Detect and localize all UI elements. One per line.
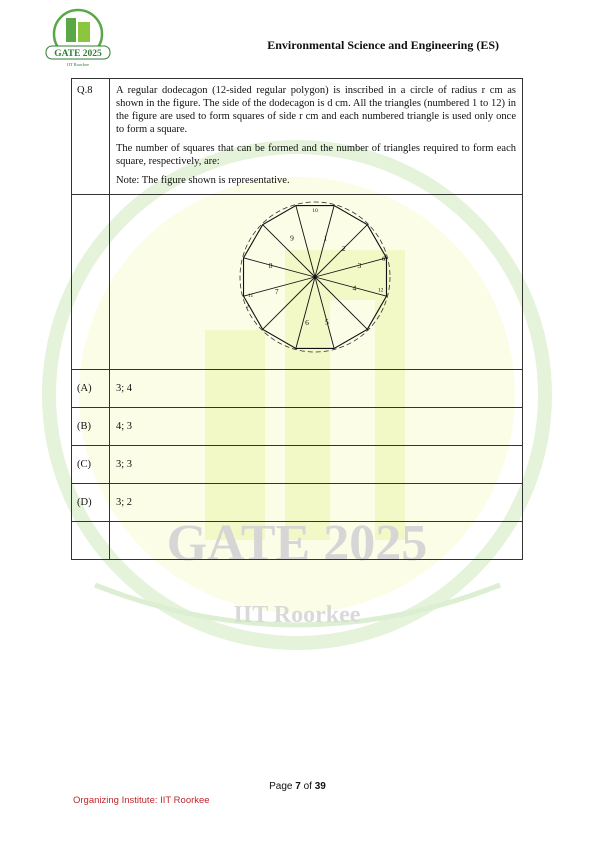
question-row xyxy=(72,79,523,195)
triangle-label-1: 1 xyxy=(323,233,328,243)
dodecagon-figure xyxy=(110,195,522,365)
option-d-label: (D) xyxy=(72,484,110,522)
figure-cell xyxy=(110,195,523,370)
option-c-label: (C) xyxy=(72,446,110,484)
triangle-label-6: 6 xyxy=(305,318,309,328)
figure-label-cell xyxy=(72,195,110,370)
page-prefix: Page xyxy=(269,781,296,792)
radius-line-5 xyxy=(315,277,386,296)
radius-line-10 xyxy=(244,277,315,296)
radius-line-4 xyxy=(315,258,386,277)
triangle-label-9: 9 xyxy=(290,233,294,243)
triangle-label-4: 4 xyxy=(352,283,357,293)
empty-row xyxy=(72,522,523,560)
option-a-text: 3; 4 xyxy=(110,370,523,408)
figure-row xyxy=(72,195,523,370)
triangle-label-7: 7 xyxy=(274,286,279,296)
question-table xyxy=(71,78,523,560)
question-prompt: The number of squares that can be formed and the number of triangles required to form each square, respectively, are: xyxy=(116,143,516,167)
logo-subtext: IIT Roorkee xyxy=(66,62,90,67)
watermark-title: GATE 2025 xyxy=(166,515,428,572)
gate-logo xyxy=(40,8,116,70)
question-note: Note: The figure shown is representative. xyxy=(116,175,290,186)
option-a-row[interactable] xyxy=(72,370,523,408)
page-total: 39 xyxy=(314,781,326,792)
option-a-label: (A) xyxy=(72,370,110,408)
radius-line-11 xyxy=(244,258,315,277)
page-number xyxy=(0,781,595,792)
triangle-label-8: 8 xyxy=(268,261,273,271)
radius-line-1 xyxy=(296,206,315,277)
triangle-label-11: 11 xyxy=(248,293,254,300)
radius-label-r: r xyxy=(247,304,250,311)
logo-text: GATE 2025 xyxy=(54,49,102,59)
radius-line-7 xyxy=(315,277,334,348)
option-d-text: 3; 2 xyxy=(110,484,523,522)
triangle-label-5: 5 xyxy=(324,317,329,327)
option-c-text: 3; 3 xyxy=(110,446,523,484)
triangle-label-3: 3 xyxy=(357,261,362,271)
watermark-subtitle: IIT Roorkee xyxy=(233,602,361,628)
radius-line-6 xyxy=(315,277,367,329)
radius-line-8 xyxy=(296,277,315,348)
empty-body-cell xyxy=(110,522,523,560)
empty-label-cell xyxy=(72,522,110,560)
triangle-label-10: 10 xyxy=(312,207,318,214)
option-b-text: 4; 3 xyxy=(110,408,523,446)
triangle-label-12: 12 xyxy=(377,287,384,294)
question-number: Q.8 xyxy=(72,79,110,195)
triangle-label-2: 2 xyxy=(341,244,346,254)
side-label-d: d xyxy=(381,253,386,263)
organizing-institute: Organizing Institute: IIT Roorkee xyxy=(73,795,210,806)
option-b-label: (B) xyxy=(72,408,110,446)
page-mid: of xyxy=(300,781,315,792)
option-b-row[interactable] xyxy=(72,408,523,446)
question-body xyxy=(110,79,523,195)
page-current: 7 xyxy=(295,781,301,792)
question-stem: A regular dodecagon (12-sided regular polygon) is inscribed in a circle of radius r cm as shown in the figure. The side of the dodecagon is d cm. All the triangles (numbered 1 to 12) in the figure are used to form squares of side r cm and each numbered triangle is used only once to form a square. xyxy=(116,85,516,135)
option-c-row[interactable] xyxy=(72,446,523,484)
subject-title: Environmental Science and Engineering (ES) xyxy=(267,38,499,52)
option-d-row[interactable] xyxy=(72,484,523,522)
